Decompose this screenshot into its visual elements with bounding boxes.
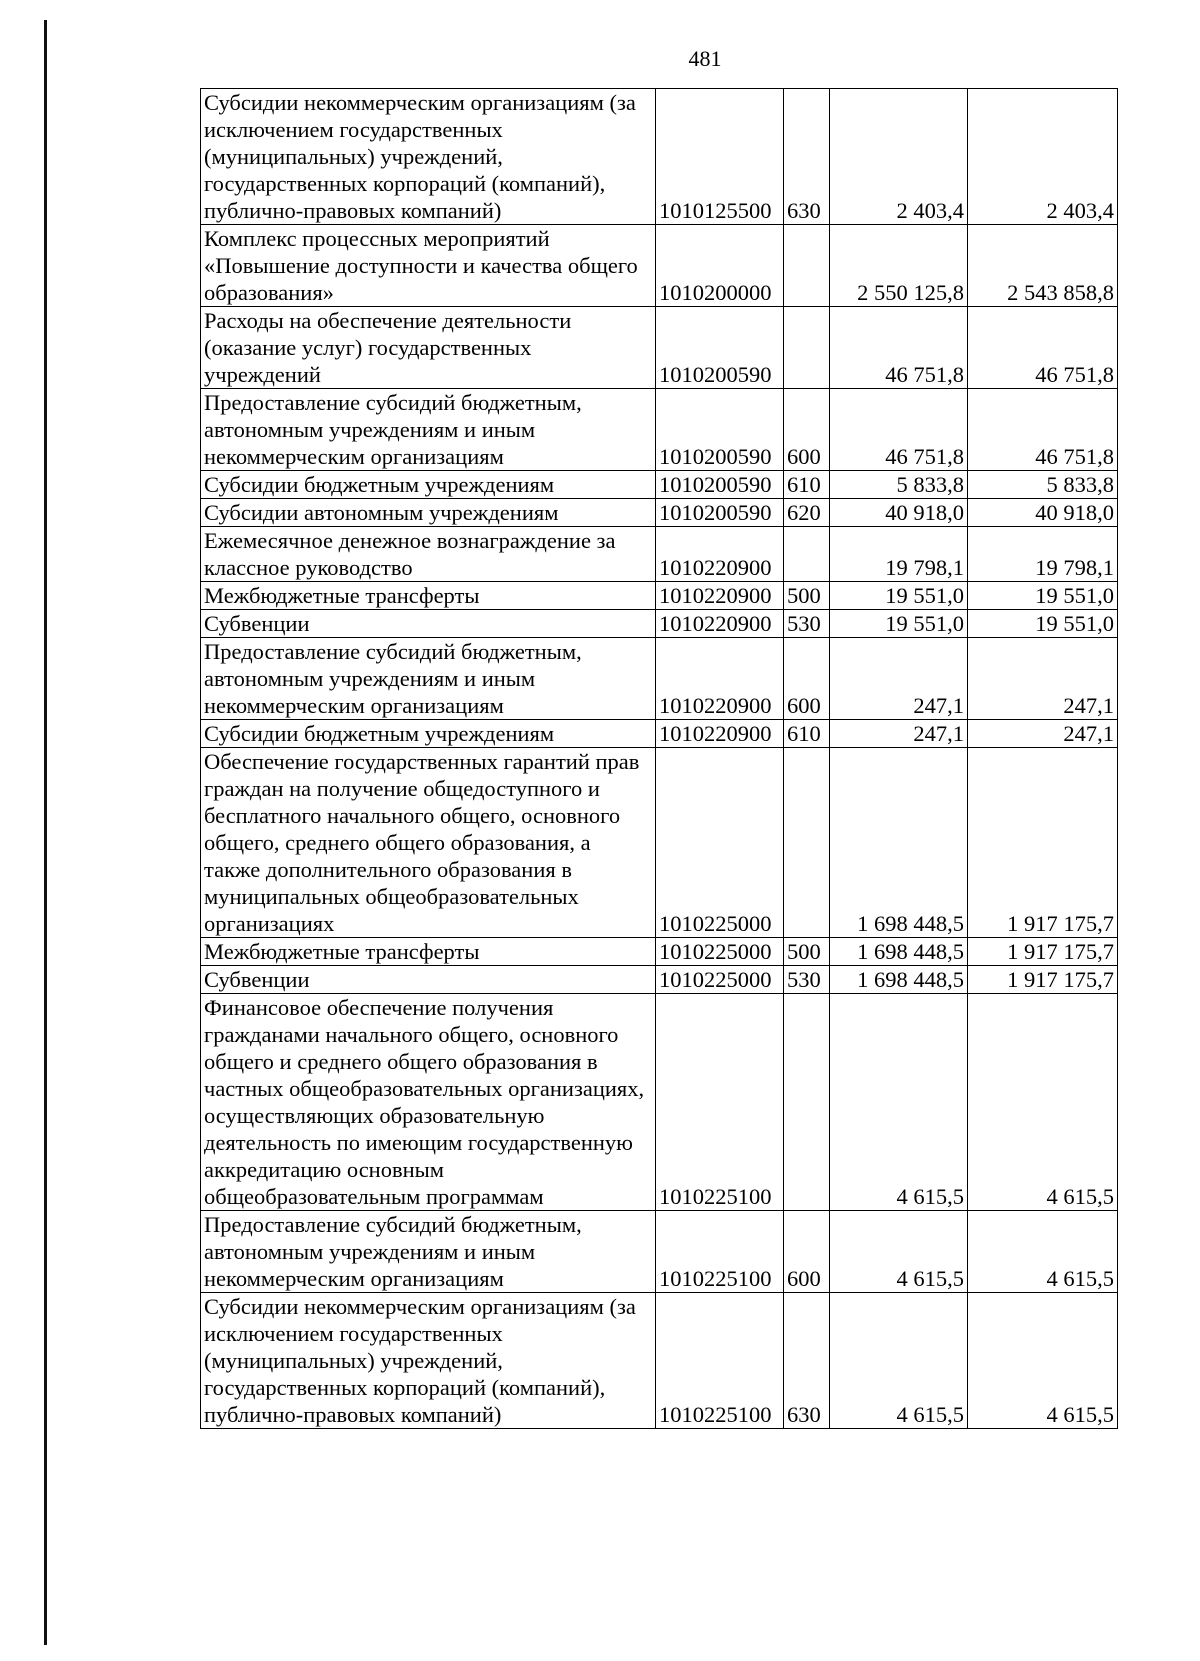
row-kind-cell: 600 xyxy=(784,638,830,720)
row-name-cell: Субсидии автономным учреждениям xyxy=(201,499,656,527)
row-value-2-cell: 4 615,5 xyxy=(968,1293,1118,1429)
row-value-1-cell: 1 698 448,5 xyxy=(830,938,968,966)
row-value-1-cell: 19 551,0 xyxy=(830,610,968,638)
row-value-2-cell: 1 917 175,7 xyxy=(968,966,1118,994)
row-name-cell: Субсидии бюджетным учреждениям xyxy=(201,471,656,499)
row-name-cell: Субсидии некоммерческим организациям (за исключением государственных (муниципальных) учреждений, государственных корпораций (компаний), публично-правовых компаний) xyxy=(201,1293,656,1429)
row-name-cell: Обеспечение государственных гарантий прав граждан на получение общедоступного и бесплатного начального общего, основного общего, среднего общего образования, а также дополнительного образования в муниципальных общеобразовательных организациях xyxy=(201,748,656,938)
row-name-cell: Межбюджетные трансферты xyxy=(201,938,656,966)
row-value-1-cell: 2 550 125,8 xyxy=(830,225,968,307)
row-value-2-cell: 5 833,8 xyxy=(968,471,1118,499)
table-row xyxy=(201,1293,1118,1429)
row-value-1-cell: 4 615,5 xyxy=(830,1293,968,1429)
row-value-1-cell: 4 615,5 xyxy=(830,1211,968,1293)
margin-line xyxy=(44,20,47,1645)
table-row xyxy=(201,499,1118,527)
row-code-cell: 1010200590 xyxy=(656,389,784,471)
row-code-cell: 1010200590 xyxy=(656,471,784,499)
table-row xyxy=(201,610,1118,638)
row-value-2-cell: 19 551,0 xyxy=(968,610,1118,638)
row-code-cell: 1010220900 xyxy=(656,610,784,638)
row-kind-cell xyxy=(784,527,830,582)
row-value-2-cell: 247,1 xyxy=(968,720,1118,748)
row-value-2-cell: 2 403,4 xyxy=(968,89,1118,225)
row-kind-cell: 630 xyxy=(784,1293,830,1429)
row-kind-cell xyxy=(784,307,830,389)
row-code-cell: 1010225100 xyxy=(656,994,784,1211)
row-name-cell: Субсидии некоммерческим организациям (за исключением государственных (муниципальных) учреждений, государственных корпораций (компаний), публично-правовых компаний) xyxy=(201,89,656,225)
row-name-cell: Субвенции xyxy=(201,966,656,994)
row-code-cell: 1010225000 xyxy=(656,748,784,938)
row-name-cell: Межбюджетные трансферты xyxy=(201,582,656,610)
row-kind-cell: 600 xyxy=(784,389,830,471)
table-row xyxy=(201,638,1118,720)
row-kind-cell: 610 xyxy=(784,720,830,748)
row-value-1-cell: 5 833,8 xyxy=(830,471,968,499)
row-value-1-cell: 4 615,5 xyxy=(830,994,968,1211)
row-code-cell: 1010225000 xyxy=(656,938,784,966)
table-row xyxy=(201,89,1118,225)
table-row xyxy=(201,994,1118,1211)
row-value-2-cell: 4 615,5 xyxy=(968,1211,1118,1293)
row-kind-cell: 630 xyxy=(784,89,830,225)
row-value-2-cell: 40 918,0 xyxy=(968,499,1118,527)
row-kind-cell: 500 xyxy=(784,582,830,610)
row-value-2-cell: 2 543 858,8 xyxy=(968,225,1118,307)
table-row xyxy=(201,748,1118,938)
row-code-cell: 1010220900 xyxy=(656,527,784,582)
row-value-1-cell: 247,1 xyxy=(830,638,968,720)
row-value-1-cell: 40 918,0 xyxy=(830,499,968,527)
row-name-cell: Предоставление субсидий бюджетным, автономным учреждениям и иным некоммерческим организациям xyxy=(201,1211,656,1293)
row-value-1-cell: 19 798,1 xyxy=(830,527,968,582)
row-value-2-cell: 46 751,8 xyxy=(968,307,1118,389)
row-kind-cell: 530 xyxy=(784,966,830,994)
row-code-cell: 1010225100 xyxy=(656,1293,784,1429)
row-code-cell: 1010200000 xyxy=(656,225,784,307)
row-value-2-cell: 19 551,0 xyxy=(968,582,1118,610)
row-name-cell: Субсидии бюджетным учреждениям xyxy=(201,720,656,748)
row-kind-cell: 620 xyxy=(784,499,830,527)
row-code-cell: 1010225000 xyxy=(656,966,784,994)
table-row xyxy=(201,938,1118,966)
row-value-1-cell: 2 403,4 xyxy=(830,89,968,225)
table-row xyxy=(201,471,1118,499)
table-row xyxy=(201,966,1118,994)
row-value-2-cell: 1 917 175,7 xyxy=(968,748,1118,938)
row-name-cell: Финансовое обеспечение получения гражданами начального общего, основного общего и среднего общего образования в частных общеобразовательных организациях, осуществляющих образовательную деятельность по имеющим государственную аккредитацию основным общеобразовательным программам xyxy=(201,994,656,1211)
table-row xyxy=(201,720,1118,748)
row-value-1-cell: 1 698 448,5 xyxy=(830,966,968,994)
budget-table xyxy=(200,88,1118,1429)
row-name-cell: Предоставление субсидий бюджетным, автономным учреждениям и иным некоммерческим организациям xyxy=(201,389,656,471)
row-kind-cell: 500 xyxy=(784,938,830,966)
table-row xyxy=(201,389,1118,471)
row-name-cell: Расходы на обеспечение деятельности (оказание услуг) государственных учреждений xyxy=(201,307,656,389)
row-kind-cell xyxy=(784,748,830,938)
row-code-cell: 1010220900 xyxy=(656,720,784,748)
row-code-cell: 1010200590 xyxy=(656,499,784,527)
row-value-1-cell: 1 698 448,5 xyxy=(830,748,968,938)
table-row xyxy=(201,582,1118,610)
row-name-cell: Субвенции xyxy=(201,610,656,638)
row-code-cell: 1010200590 xyxy=(656,307,784,389)
row-value-2-cell: 19 798,1 xyxy=(968,527,1118,582)
row-value-1-cell: 247,1 xyxy=(830,720,968,748)
row-value-1-cell: 19 551,0 xyxy=(830,582,968,610)
row-value-1-cell: 46 751,8 xyxy=(830,389,968,471)
row-kind-cell: 610 xyxy=(784,471,830,499)
row-kind-cell: 600 xyxy=(784,1211,830,1293)
row-value-2-cell: 247,1 xyxy=(968,638,1118,720)
row-name-cell: Предоставление субсидий бюджетным, автономным учреждениям и иным некоммерческим организациям xyxy=(201,638,656,720)
row-kind-cell xyxy=(784,994,830,1211)
row-value-1-cell: 46 751,8 xyxy=(830,307,968,389)
row-value-2-cell: 4 615,5 xyxy=(968,994,1118,1211)
row-value-2-cell: 46 751,8 xyxy=(968,389,1118,471)
table-row xyxy=(201,307,1118,389)
row-name-cell: Ежемесячное денежное вознаграждение за классное руководство xyxy=(201,527,656,582)
row-code-cell: 1010220900 xyxy=(656,582,784,610)
page-number: 481 xyxy=(688,46,722,71)
row-name-cell: Комплекс процессных мероприятий «Повышение доступности и качества общего образования» xyxy=(201,225,656,307)
row-kind-cell: 530 xyxy=(784,610,830,638)
row-code-cell: 1010220900 xyxy=(656,638,784,720)
row-code-cell: 1010125500 xyxy=(656,89,784,225)
table-row xyxy=(201,1211,1118,1293)
row-kind-cell xyxy=(784,225,830,307)
table-row xyxy=(201,527,1118,582)
table-row xyxy=(201,225,1118,307)
row-value-2-cell: 1 917 175,7 xyxy=(968,938,1118,966)
row-code-cell: 1010225100 xyxy=(656,1211,784,1293)
table-body xyxy=(201,89,1118,1429)
